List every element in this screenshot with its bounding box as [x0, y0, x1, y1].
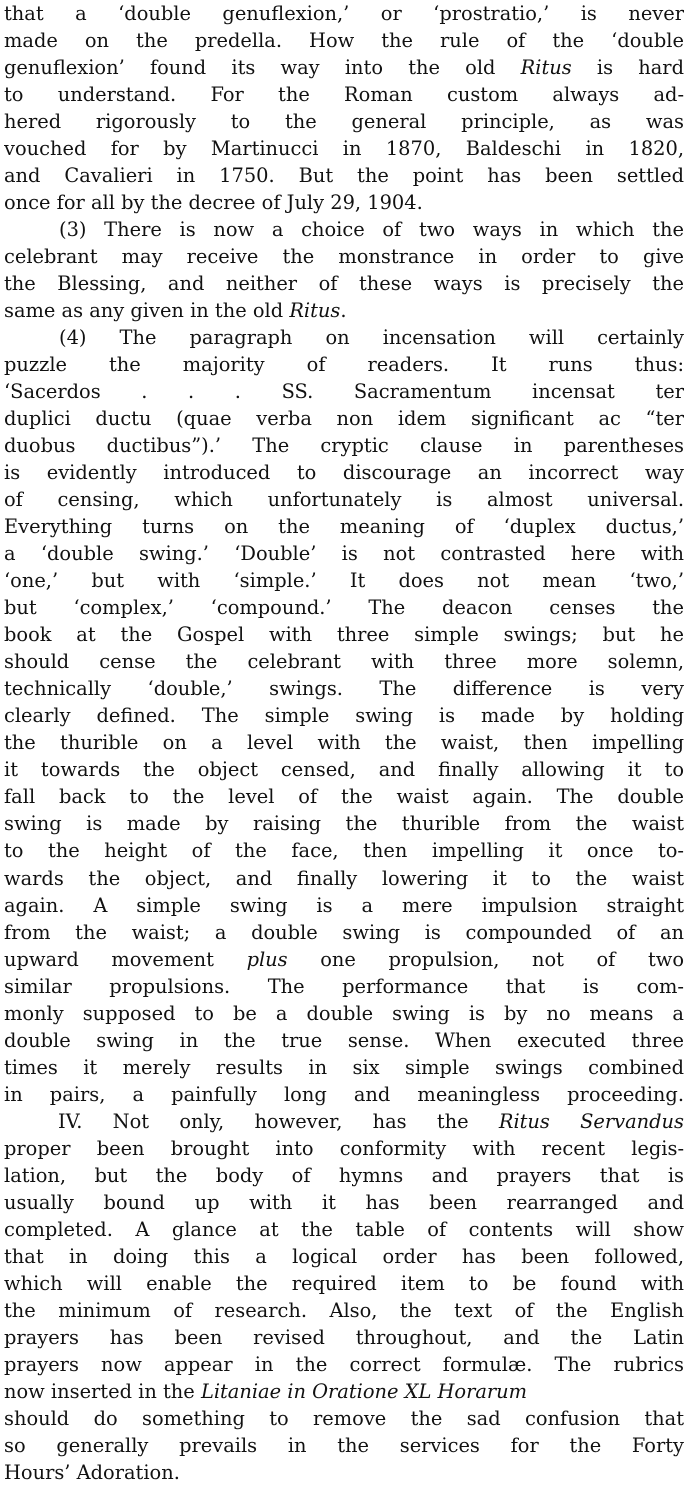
- text-line: wards the object, and finally lowering it to the waist: [4, 866, 684, 890]
- book-page: [4, 0, 684, 1486]
- text-line: once for all by the decree of July 29, 1904.: [4, 191, 423, 215]
- text-line: [4, 54, 684, 81]
- text-line: should do something to remove the sad confusion that: [4, 1406, 684, 1430]
- text-line: the Blessing, and neither of these ways is precisely the: [4, 272, 684, 296]
- text-line: fall back to the level of the waist again. The double: [4, 785, 684, 809]
- text-line: to the height of the face, then impelling it once to-: [4, 839, 684, 863]
- text-line: celebrant may receive the monstrance in order to give: [4, 245, 684, 269]
- italic-word: plus: [246, 947, 288, 971]
- text-line: vouched for by Martinucci in 1870, Baldeschi in 1820,: [4, 137, 684, 161]
- text-line: Hours’ Adoration.: [4, 1460, 180, 1484]
- text-line: of censing, which unfortunately is almost universal.: [4, 488, 684, 512]
- text-line: in pairs, a painfully long and meaningless proceeding.: [4, 1082, 684, 1106]
- italic-title: Ritus: [520, 56, 572, 80]
- italic-title: Litaniae in Oratione XL Horarum: [200, 1379, 528, 1403]
- text-line: swing is made by raising the thurible from the waist: [4, 812, 684, 836]
- text-line: should cense the celebrant with three more solemn,: [4, 650, 684, 674]
- text-line: is evidently introduced to discourage an incorrect way: [4, 461, 684, 485]
- text-line: [4, 1378, 684, 1405]
- italic-title: Ritus Servandus: [498, 1109, 684, 1133]
- text-line: duplici ductu (quae verba non idem significant ac “ter: [4, 407, 684, 431]
- text-run: .: [340, 299, 347, 323]
- text-line: the thurible on a level with the waist, then impelling: [4, 731, 684, 755]
- text-line: from the waist; a double swing is compounded of an: [4, 920, 684, 944]
- text-line: [4, 297, 684, 324]
- text-line: times it merely results in six simple swings combined: [4, 1055, 684, 1079]
- text-line: ‘one,’ but with ‘simple.’ It does not mean ‘two,’: [4, 569, 684, 593]
- text-line: [4, 946, 684, 973]
- text-line: double swing in the true sense. When executed three: [4, 1028, 684, 1052]
- paragraph-first-line: (3) There is now a choice of two ways in which the: [59, 218, 684, 242]
- text-line: puzzle the majority of readers. It runs thus:: [4, 353, 684, 377]
- text-line: prayers now appear in the correct formulæ. The rubrics: [4, 1352, 684, 1376]
- text-line: so generally prevails in the services for the Forty: [4, 1433, 684, 1457]
- text-run: IV. Not only, however, has the: [58, 1109, 499, 1133]
- text-line: monly supposed to be a double swing is by no means a: [4, 1001, 684, 1025]
- text-run: upward movement: [4, 947, 247, 971]
- text-line: that in doing this a logical order has been followed,: [4, 1244, 684, 1268]
- text-run: now inserted in the: [4, 1379, 201, 1403]
- text-line: lation, but the body of hymns and prayers that is: [4, 1163, 684, 1187]
- text-line: book at the Gospel with three simple swings; but he: [4, 623, 684, 647]
- text-line: a ‘double swing.’ ‘Double’ is not contrasted here with: [4, 542, 684, 566]
- text-line: technically ‘double,’ swings. The difference is very: [4, 677, 684, 701]
- text-line: ‘Sacerdos . . . SS. Sacramentum incensat ter: [4, 380, 684, 404]
- text-line: usually bound up with it has been rearranged and: [4, 1190, 684, 1214]
- text-line: hered rigorously to the general principle, as was: [4, 110, 684, 134]
- italic-title: Ritus: [289, 299, 341, 323]
- text-line: completed. A glance at the table of contents will show: [4, 1217, 684, 1241]
- text-line: to understand. For the Roman custom always ad-: [4, 83, 684, 107]
- text-line: similar propulsions. The performance that is com-: [4, 974, 684, 998]
- text-line: and Cavalieri in 1750. But the point has been settled: [4, 164, 684, 188]
- text-line: which will enable the required item to be found with: [4, 1271, 684, 1295]
- paragraph-first-line: (4) The paragraph on incensation will certainly: [59, 326, 684, 350]
- text-line: the minimum of research. Also, the text of the English: [4, 1298, 684, 1322]
- text-line: duobus ductibus”).’ The cryptic clause in parentheses: [4, 434, 684, 458]
- text-line: made on the predella. How the rule of the ‘double: [4, 29, 684, 53]
- text-line: again. A simple swing is a mere impulsion straight: [4, 893, 684, 917]
- text-line: but ‘complex,’ ‘compound.’ The deacon censes the: [4, 596, 684, 620]
- text-line: Everything turns on the meaning of ‘duplex ductus,’: [4, 515, 684, 539]
- text-line: that a ‘double genuflexion,’ or ‘prostratio,’ is never: [4, 2, 684, 25]
- text-run: genuflexion’ found its way into the old: [4, 56, 521, 80]
- text-line: clearly defined. The simple swing is made by holding: [4, 704, 684, 728]
- text-run: is hard: [571, 56, 684, 80]
- text-run: same as any given in the old: [4, 299, 290, 323]
- text-line: it towards the object censed, and finally allowing it to: [4, 758, 684, 782]
- text-run: one propulsion, not of two: [287, 947, 684, 971]
- section-first-line: [4, 1108, 684, 1135]
- text-line: proper been brought into conformity with recent legis-: [4, 1136, 684, 1160]
- text-line: prayers has been revised throughout, and the Latin: [4, 1325, 684, 1349]
